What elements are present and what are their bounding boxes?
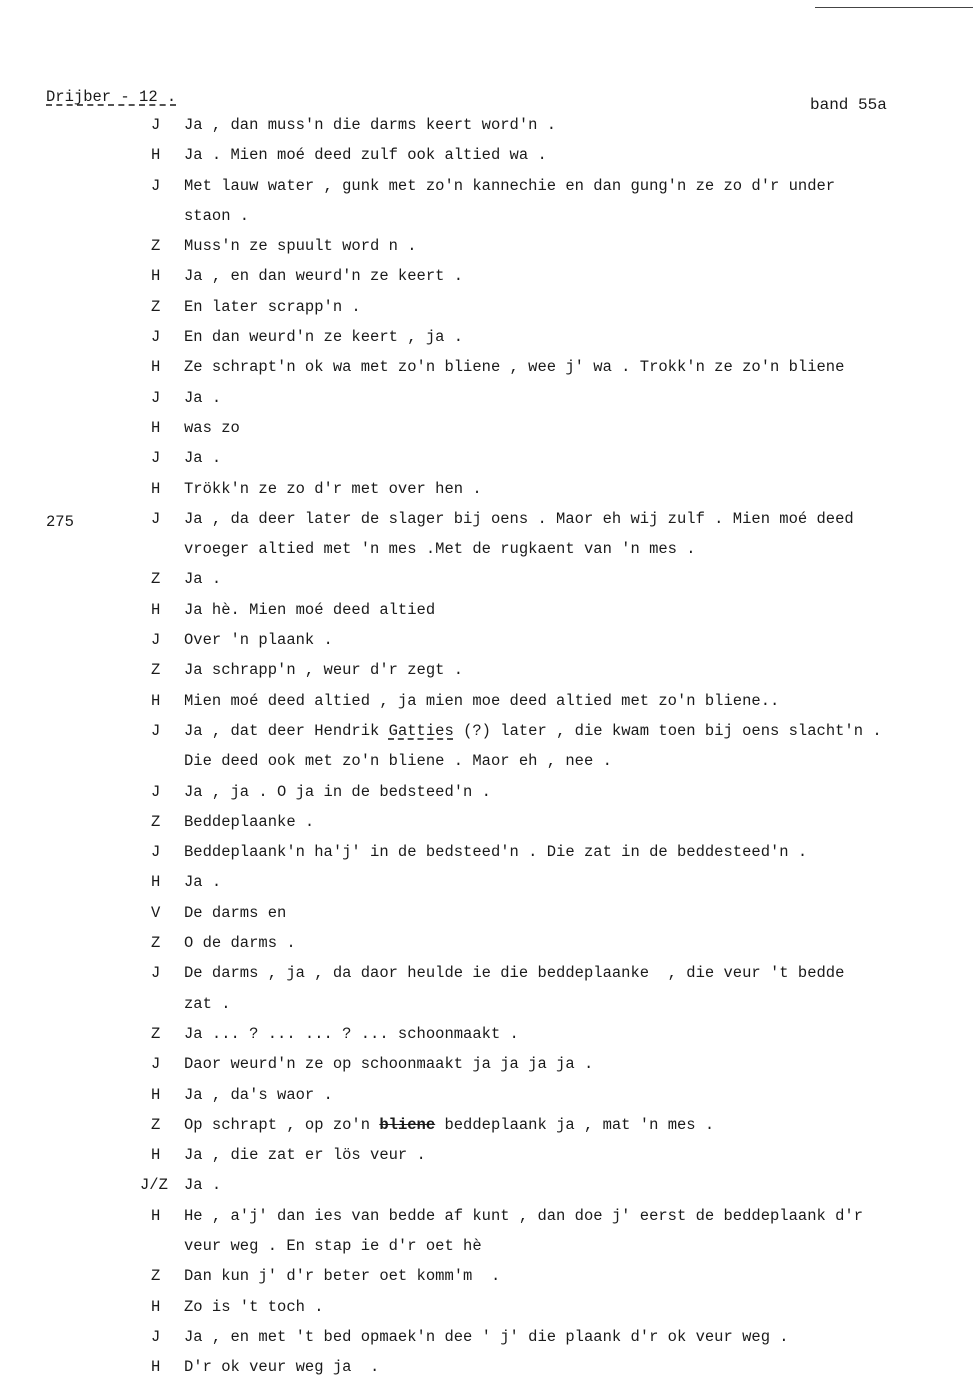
utterance-text xyxy=(184,843,807,861)
speaker-label: H xyxy=(151,1297,161,1316)
utterance-text xyxy=(184,267,463,285)
speaker-label: J/Z xyxy=(140,1176,168,1195)
utterance-text xyxy=(184,934,296,952)
speaker-label: H xyxy=(151,146,161,165)
speaker-label: J xyxy=(151,388,161,407)
transcript-line xyxy=(0,267,973,297)
transcript-line xyxy=(0,904,973,934)
utterance-segment: Ja schrapp'n , weur d'r zegt . xyxy=(184,661,464,680)
utterance-segment: Op schrapt , op zo'n xyxy=(184,1115,380,1134)
transcript-line xyxy=(0,358,973,388)
transcript-line xyxy=(0,1358,973,1388)
transcript-line xyxy=(0,1086,973,1116)
speaker-label: J xyxy=(151,1327,161,1346)
utterance-text xyxy=(184,146,547,164)
utterance-text xyxy=(184,177,835,195)
speaker-label: Z xyxy=(151,934,161,953)
transcript-line xyxy=(0,1025,973,1055)
utterance-text xyxy=(184,1207,863,1225)
utterance-text xyxy=(184,480,482,498)
transcript-line xyxy=(0,510,973,540)
speaker-label: Z xyxy=(151,1115,161,1134)
speaker-label: H xyxy=(151,358,161,377)
utterance-segment: Muss'n ze spuult word n . xyxy=(184,237,417,256)
utterance-segment: De darms en xyxy=(184,903,287,922)
utterance-text xyxy=(184,419,240,437)
utterance-text xyxy=(184,1176,221,1194)
utterance-text xyxy=(184,1116,714,1134)
utterance-segment: Ja , ja . O ja in de bedsteed'n . xyxy=(184,782,491,801)
speaker-label: J xyxy=(151,721,161,740)
utterance-text xyxy=(184,510,854,528)
utterance-text xyxy=(184,964,844,982)
utterance-segment: Ja hè. Mien moé deed altied xyxy=(184,600,436,619)
speaker-label: H xyxy=(151,600,161,619)
speaker-label: Z xyxy=(151,1267,161,1286)
utterance-segment: Ja , die zat er lös veur . xyxy=(184,1146,426,1165)
utterance-segment: Ja , en dan weurd'n ze keert . xyxy=(184,267,464,286)
speaker-label: Z xyxy=(151,297,161,316)
utterance-text xyxy=(184,1086,333,1104)
speaker-label: J xyxy=(151,449,161,468)
speaker-label: Z xyxy=(151,661,161,680)
utterance-segment: Ja ... ? ... ... ? ... schoonmaakt . xyxy=(184,1024,519,1043)
transcript-line xyxy=(0,116,973,146)
utterance-text xyxy=(184,328,463,346)
utterance-text xyxy=(184,358,844,376)
utterance-segment: was zo xyxy=(184,418,240,437)
speaker-label: H xyxy=(151,1146,161,1165)
transcript-line xyxy=(0,1055,973,1085)
transcript-line xyxy=(0,419,973,449)
transcript-line xyxy=(0,813,973,843)
utterance-segment: D'r ok veur weg ja . xyxy=(184,1358,380,1377)
speaker-label: J xyxy=(151,843,161,862)
transcript-line xyxy=(0,177,973,207)
utterance-text xyxy=(184,207,249,225)
utterance-text xyxy=(184,995,231,1013)
utterance-text xyxy=(184,752,612,770)
utterance-segment: En dan weurd'n ze keert , ja . xyxy=(184,328,464,347)
utterance-segment: Die deed ook met zo'n bliene . Maor eh , nee . xyxy=(184,752,612,771)
utterance-text xyxy=(184,1298,324,1316)
speaker-label: J xyxy=(151,964,161,983)
transcript-line xyxy=(0,298,973,328)
utterance-segment: He , a'j' dan ies van bedde af kunt , dan doe j' eerst de beddeplaank d'r xyxy=(184,1206,864,1225)
speaker-label: J xyxy=(151,176,161,195)
transcript-line xyxy=(0,328,973,358)
utterance-text xyxy=(184,783,491,801)
transcript-line xyxy=(0,631,973,661)
utterance-segment: Ja , da deer later de slager bij oens . Maor eh wij zulf . Mien moé deed xyxy=(184,509,854,528)
utterance-text xyxy=(184,1267,500,1285)
speaker-label: J xyxy=(151,782,161,801)
page-header-left: Drijber - 12 . xyxy=(46,88,177,106)
utterance-text xyxy=(184,1055,593,1073)
transcript-line xyxy=(0,389,973,419)
utterance-text xyxy=(184,601,435,619)
utterance-segment: Dan kun j' d'r beter oet komm'm . xyxy=(184,1267,501,1286)
transcript-line xyxy=(0,480,973,510)
speaker-label: J xyxy=(151,509,161,528)
transcript-line xyxy=(0,783,973,813)
utterance-segment: Ja , en met 't bed opmaek'n dee ' j' die plaank d'r ok veur weg . xyxy=(184,1327,789,1346)
speaker-label: Z xyxy=(151,570,161,589)
utterance-segment: Met lauw water , gunk met zo'n kannechie en dan gung'n ze zo d'r under xyxy=(184,176,836,195)
utterance-segment: O de darms . xyxy=(184,934,296,953)
utterance-segment: Ja . xyxy=(184,388,222,407)
utterance-segment: Ja , da's waor . xyxy=(184,1085,333,1104)
utterance-segment: Ja , dan muss'n die darms keert word'n . xyxy=(184,116,557,134)
utterance-text xyxy=(184,540,696,558)
utterance-segment: Daor weurd'n ze op schoonmaakt ja ja ja ja . xyxy=(184,1055,594,1074)
utterance-segment: Ja . xyxy=(184,570,222,589)
transcript-line xyxy=(0,934,973,964)
utterance-text xyxy=(184,873,221,891)
utterance-segment: Trökk'n ze zo d'r met over hen . xyxy=(184,479,482,498)
struck-word: bliene xyxy=(379,1115,436,1134)
page-header-right: band 55a xyxy=(810,96,887,114)
speaker-label: J xyxy=(151,116,161,134)
transcript-line xyxy=(0,843,973,873)
transcript-line xyxy=(0,661,973,691)
transcript-line xyxy=(0,540,973,570)
utterance-segment: (?) later , die kwam toen bij oens slacht'n . xyxy=(453,721,882,740)
utterance-segment: veur weg . En stap ie d'r oet hè xyxy=(184,1236,482,1255)
utterance-text xyxy=(184,389,221,407)
utterance-segment: Mien moé deed altied , ja mien moe deed altied met zo'n bliene.. xyxy=(184,691,780,710)
utterance-segment: vroeger altied met 'n mes .Met de rugkaent van 'n mes . xyxy=(184,540,696,559)
transcript-line xyxy=(0,964,973,994)
speaker-label: H xyxy=(151,479,161,498)
speaker-label: H xyxy=(151,267,161,286)
speaker-label: J xyxy=(151,631,161,650)
speaker-label: H xyxy=(151,418,161,437)
utterance-text xyxy=(184,1146,426,1164)
margin-line-number: 275 xyxy=(46,513,74,531)
transcript-line xyxy=(0,146,973,176)
transcript-line xyxy=(0,601,973,631)
utterance-segment: En later scrapp'n . xyxy=(184,297,361,316)
speaker-label: Z xyxy=(151,812,161,831)
utterance-segment: Ja . Mien moé deed zulf ook altied wa . xyxy=(184,146,547,165)
utterance-text xyxy=(184,1328,789,1346)
utterance-segment: Zo is 't toch . xyxy=(184,1297,324,1316)
utterance-text xyxy=(184,631,333,649)
transcript-line xyxy=(0,570,973,600)
transcript-line xyxy=(0,722,973,752)
transcript-line xyxy=(0,1146,973,1176)
utterance-text xyxy=(184,692,779,710)
utterance-text xyxy=(184,449,221,467)
transcript-line xyxy=(0,692,973,722)
speaker-label: H xyxy=(151,1206,161,1225)
speaker-label: V xyxy=(151,903,161,922)
utterance-segment: Beddeplaanke . xyxy=(184,812,315,831)
speaker-label: J xyxy=(151,1055,161,1074)
utterance-text xyxy=(184,904,286,922)
speaker-label: Z xyxy=(151,237,161,256)
utterance-text xyxy=(184,237,417,255)
utterance-segment: Ze schrapt'n ok wa met zo'n bliene , wee j' wa . Trokk'n ze zo'n bliene xyxy=(184,358,845,377)
transcript-line xyxy=(0,1328,973,1358)
utterance-segment: Ja . xyxy=(184,449,222,468)
utterance-text xyxy=(184,570,221,588)
speaker-label: Z xyxy=(151,1024,161,1043)
transcript-line xyxy=(0,752,973,782)
transcript xyxy=(0,116,973,1388)
transcript-line xyxy=(0,1267,973,1297)
transcript-line xyxy=(0,449,973,479)
utterance-text xyxy=(184,298,361,316)
transcript-line xyxy=(0,1176,973,1206)
transcript-line xyxy=(0,1298,973,1328)
utterance-segment: Over 'n plaank . xyxy=(184,631,333,650)
transcript-line xyxy=(0,237,973,267)
utterance-segment: Beddeplaank'n ha'j' in de bedsteed'n . Die zat in de beddesteed'n . xyxy=(184,843,808,862)
transcript-line xyxy=(0,995,973,1025)
utterance-segment: zat . xyxy=(184,994,231,1013)
underlined-name: Gatties xyxy=(388,721,454,740)
speaker-label: H xyxy=(151,1358,161,1377)
transcript-line xyxy=(0,1116,973,1146)
utterance-text xyxy=(184,1025,519,1043)
top-rule xyxy=(815,7,973,8)
utterance-text xyxy=(184,1237,482,1255)
utterance-text xyxy=(184,722,882,740)
transcript-line xyxy=(0,207,973,237)
utterance-text xyxy=(184,1358,379,1376)
speaker-label: J xyxy=(151,328,161,347)
speaker-label: H xyxy=(151,691,161,710)
utterance-text xyxy=(184,116,556,134)
transcript-line xyxy=(0,873,973,903)
transcript-line xyxy=(0,1237,973,1267)
transcript-line xyxy=(0,1207,973,1237)
utterance-segment: Ja . xyxy=(184,873,222,892)
utterance-segment: staon . xyxy=(184,206,250,225)
utterance-segment: Ja , dat deer Hendrik xyxy=(184,721,389,740)
utterance-segment: Ja . xyxy=(184,1176,222,1195)
utterance-segment: beddeplaank ja , mat 'n mes . xyxy=(435,1115,715,1134)
speaker-label: H xyxy=(151,1085,161,1104)
utterance-text xyxy=(184,813,314,831)
utterance-segment: De darms , ja , da daor heulde ie die beddeplaanke , die veur 't bedde xyxy=(184,964,845,983)
speaker-label: H xyxy=(151,873,161,892)
utterance-text xyxy=(184,661,463,679)
